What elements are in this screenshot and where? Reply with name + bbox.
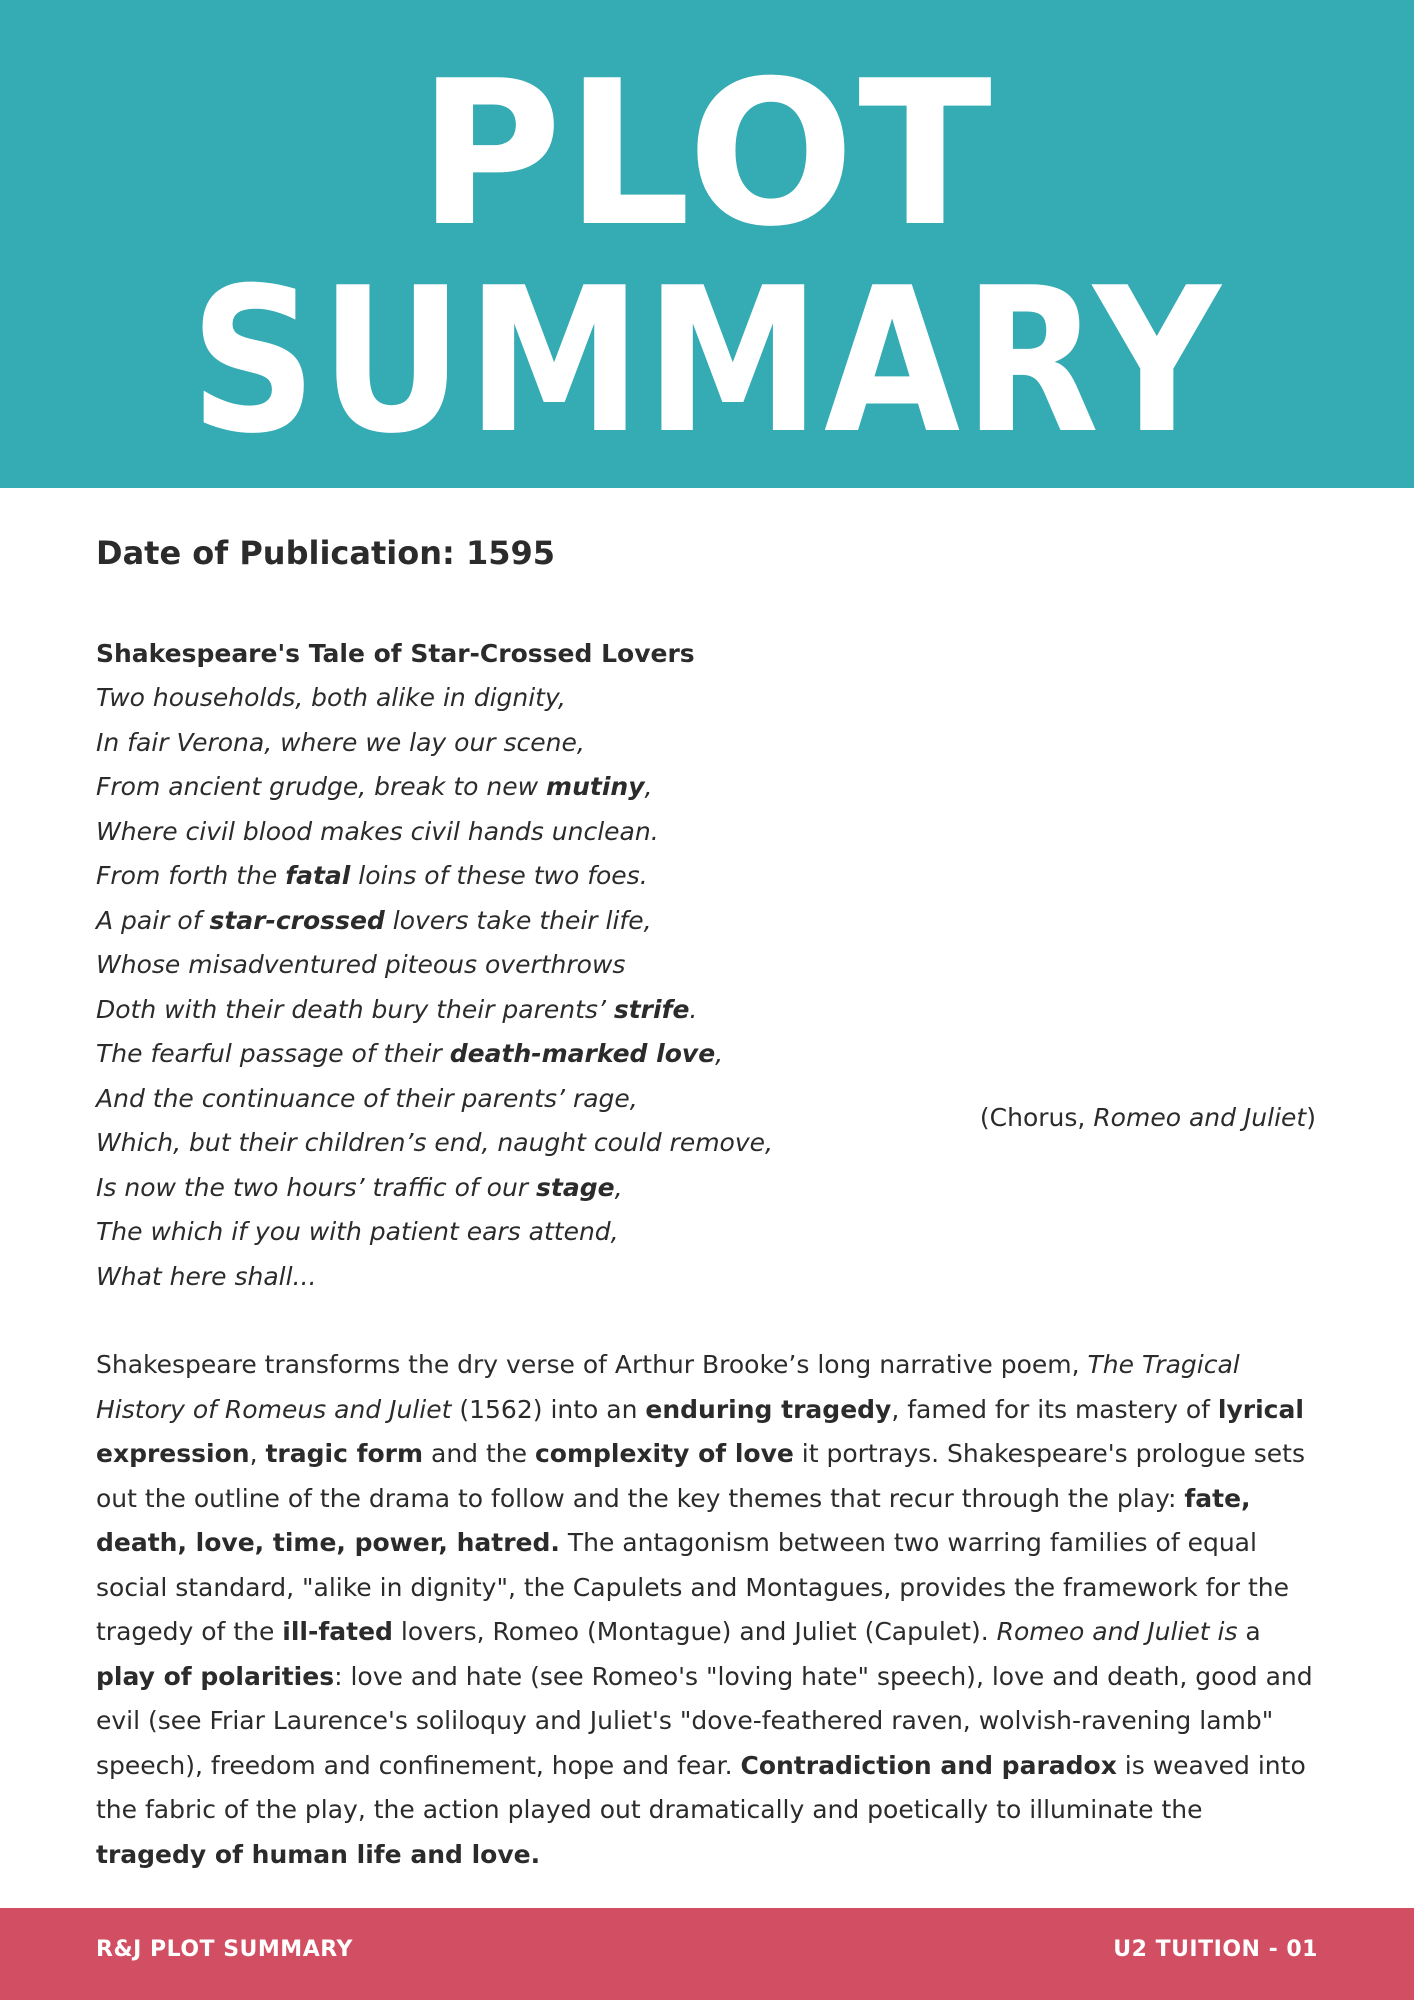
footer-document-label: R&J PLOT SUMMARY [96,1937,353,1962]
poem-text: A pair of [96,905,210,935]
footer-page-label: U2 TUITION - 01 [1113,1937,1318,1962]
title-line-plot: PLOT [418,38,996,271]
poem-text: , [644,772,653,801]
poem-text: The fearful passage of their [96,1039,450,1068]
poem-attribution [980,1096,1316,1140]
title-banner [0,0,1414,488]
attribution-text: ) [1306,1103,1316,1132]
summary-emphasis: ill-fated [282,1617,393,1646]
poem-text: And the continuance of their parents’ rage, [96,1083,638,1113]
summary-text: , [249,1439,266,1468]
poem-line [96,1166,1316,1211]
poem-emphasis: star-crossed [209,905,385,935]
poem-text: The which if you with patient ears attend, [96,1217,619,1246]
poem-line [96,943,1316,988]
summary-text: (1562) into an [451,1394,646,1424]
summary-text: a [1237,1617,1261,1646]
summary-paragraph [96,1343,1316,1877]
summary-emphasis: lyrical expression [96,1394,1304,1468]
summary-text: : love and hate (see Romeo's "loving hate" speech), love and death, good and evil (see Friar Laurence's soliloquy and Juliet's "dove-feathered raven, wolvish-ravening lamb" speech), freedom and confinement, hope and fear. [96,1661,1313,1780]
poem-emphasis: mutiny [546,772,645,801]
poem-text: Two households, both alike in dignity, [96,683,566,712]
poem-line [96,899,1316,944]
summary-text: Shakespeare transforms the dry verse of Arthur Brooke’s long narrative poem, [96,1350,1088,1379]
summary-text: is weaved into the fabric of the play, the action played out dramatically and poetically to illuminate the [96,1750,1306,1824]
summary-text: it portrays. Shakespeare's prologue sets out the outline of the drama to follow and the key themes that recur through the play: [96,1439,1306,1513]
poem-line [96,1210,1316,1255]
poem-text: What here shall... [96,1261,317,1291]
summary-emphasis: play of polarities [96,1661,335,1691]
attribution-text: (Chorus, [979,1103,1094,1132]
title-line-summary: SUMMARY [189,245,1225,478]
poem-emphasis: strife [613,994,690,1024]
poem-line [96,1255,1316,1300]
poem-text: , [614,1172,623,1202]
prologue-heading: Shakespeare's Tale of Star-Crossed Lovers [96,639,695,668]
summary-text: lovers, Romeo (Montague) and Juliet (Capulet). [392,1617,997,1646]
poem-text: . [689,994,698,1024]
poem-text: , [715,1039,724,1068]
poem-text: From ancient grudge, break to new [96,772,547,801]
poem-text: lovers take their life, [384,905,652,935]
summary-text: and the [423,1439,535,1468]
summary-title-ref: The Tragical History of Romeus and Juliet [96,1350,1240,1424]
poem-text: loins of these two foes. [350,861,648,890]
poem-text: Where civil blood makes civil hands unclean. [96,816,659,846]
poem-line [96,765,1316,810]
summary-emphasis: tragic form [265,1439,424,1468]
summary-emphasis: Contradiction and paradox [740,1750,1117,1780]
poem-line [96,854,1316,899]
poem-text: Whose misadventured piteous overthrows [96,950,626,979]
poem-text: Which, but their children’s end, naught could remove, [96,1128,773,1157]
poem-line [96,721,1316,766]
summary-emphasis: fate, death, love, time, power, hatred. [96,1483,1251,1557]
summary-text: The antagonism between two warring families of equal social standard, "alike in dignity", the Capulets and Montagues, provides the framework for the tragedy of the [96,1528,1289,1646]
poem-emphasis: stage [536,1172,615,1202]
poem-emphasis: fatal [285,861,351,890]
publication-date-heading: Date of Publication: 1595 [96,534,556,572]
poem-line [96,988,1316,1033]
poem-text: Is now the two hours’ traffic of our [96,1172,537,1202]
prologue-poem [96,676,1316,1299]
poem-line [96,1032,1316,1077]
summary-emphasis: complexity of love [534,1439,794,1468]
poem-line [96,810,1316,855]
summary-text: , famed for its mastery of [891,1394,1218,1424]
poem-text: Doth with their death bury their parents’ [96,994,614,1024]
attribution-title-ref: Romeo and Juliet [1093,1103,1307,1132]
poem-line [96,676,1316,721]
footer-bar [0,1908,1414,2000]
poem-text: In fair Verona, where we lay our scene, [96,727,585,757]
poem-text: From forth the [96,861,286,890]
summary-emphasis: enduring tragedy [645,1394,892,1424]
poem-emphasis: death-marked love [449,1039,716,1068]
summary-title-ref: is [1209,1617,1238,1646]
summary-title-ref: Romeo and Juliet [996,1617,1210,1646]
summary-emphasis: tragedy of human life and love. [96,1839,541,1869]
